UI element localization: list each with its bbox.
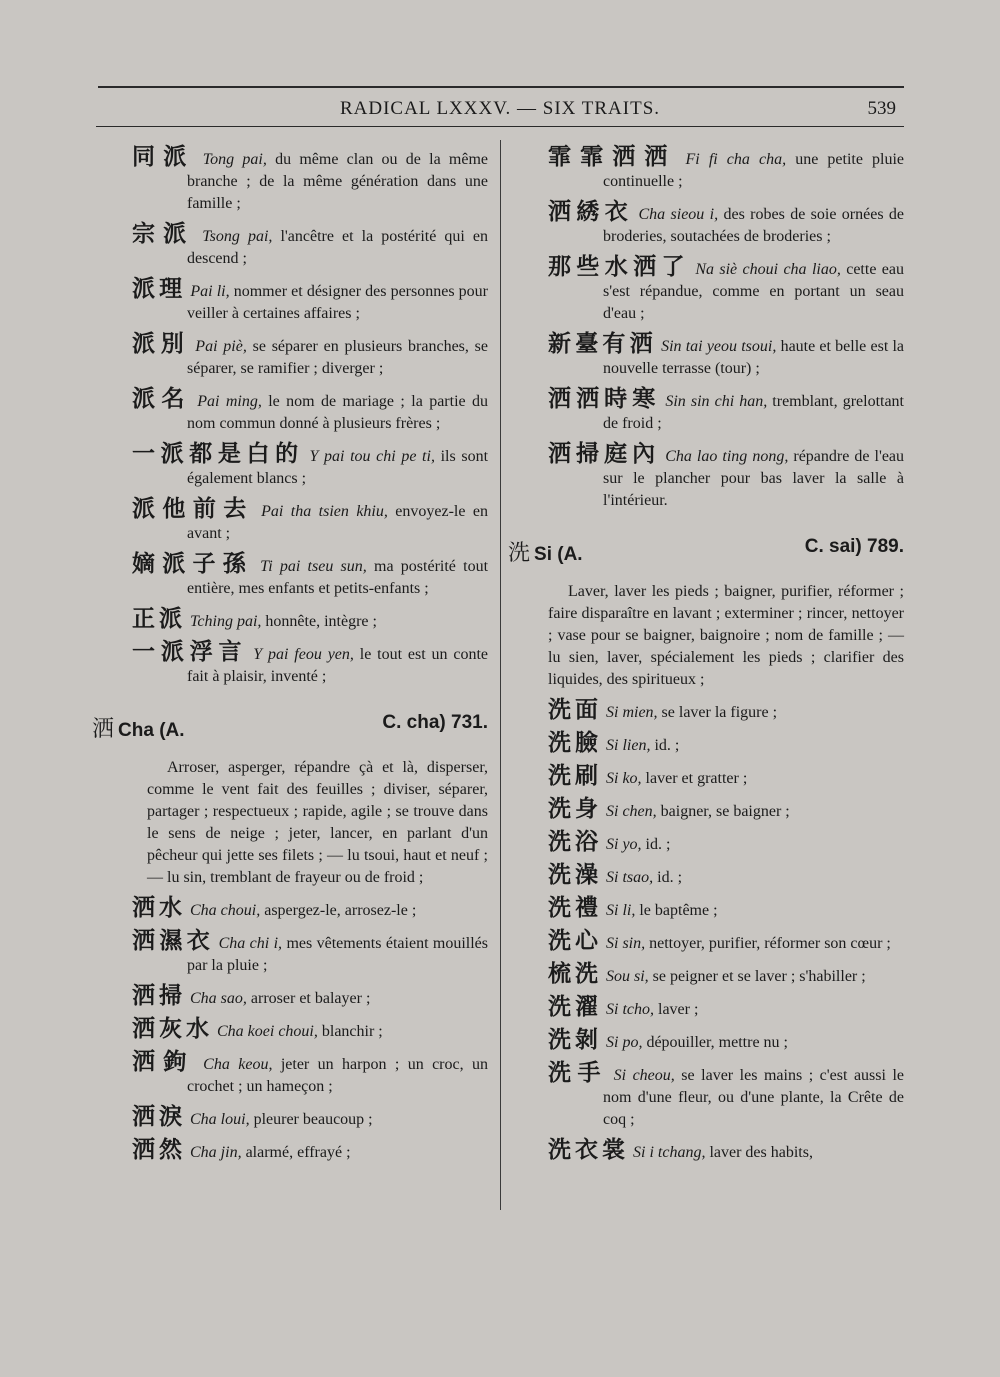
entry-romanization: Na siè choui cha liao,	[695, 261, 841, 278]
dictionary-entry	[132, 146, 488, 215]
entry-romanization: Sou si,	[606, 968, 649, 985]
entry-definition: cette eau s'est répandue, comme en portant un seau d'eau ;	[603, 261, 905, 322]
definition-paragraph: Arroser, asperger, répandre çà et là, disperser, comme le vent fait des feuilles ; diviser, séparer, partager ; respectueux ; rapide, agile ; se trouve dans le sens de neige ; jeter, lancer, en parlant d'un pêcheur qui jette ses filets ; — lu tsoui, haut et neuf ; — lu sin, tremblant de frayeur ou de froid ;	[147, 759, 488, 886]
entry-definition: ils sont également blancs ;	[187, 448, 489, 487]
entry-romanization: Pai li,	[190, 283, 230, 300]
entry-characters: 洗心	[548, 928, 602, 954]
entry-romanization: Pai tha tsien khiu,	[261, 503, 388, 520]
entry-characters: 洗手	[548, 1060, 608, 1086]
dictionary-entry	[548, 930, 904, 955]
entry-definition: alarmé, effrayé ;	[241, 1144, 351, 1161]
entry-romanization: Tsong pai,	[202, 228, 273, 245]
entry-characters: 宗派	[132, 221, 195, 247]
entry-characters: 洒然	[132, 1137, 186, 1163]
dictionary-entry	[548, 1029, 904, 1054]
entry-definition: jeter un harpon ; un croc, un crochet ; un hameçon ;	[187, 1056, 488, 1095]
dictionary-entry	[132, 1018, 488, 1043]
dictionary-entry	[548, 1139, 904, 1164]
entry-romanization: Cha choui,	[190, 902, 261, 919]
entry-definition: laver des habits,	[705, 1144, 813, 1161]
dictionary-entry	[132, 985, 488, 1010]
dictionary-entry	[132, 333, 488, 380]
entry-characters: 嫡派子孫	[132, 551, 253, 577]
head-reading: Cha (A.	[118, 720, 185, 741]
entry-definition: mes vêtements étaient mouillés par la pluie ;	[187, 935, 489, 974]
entry-definition: se séparer en plusieurs branches, se séparer, se ramifier ; diverger ;	[187, 338, 488, 377]
entry-characters: 洒掃	[132, 983, 186, 1009]
head-cantonese: C. sai) 789.	[804, 536, 904, 557]
dictionary-entry	[548, 1062, 904, 1131]
dictionary-entry	[548, 699, 904, 724]
entry-characters: 梳洗	[548, 961, 602, 987]
entry-characters: 派理	[132, 276, 187, 302]
entry-definition: baigner, se baigner ;	[656, 803, 790, 820]
entry-definition: pleurer beaucoup ;	[249, 1111, 373, 1128]
entry-characters: 洒掃庭內	[548, 441, 661, 467]
entry-romanization: Tching pai,	[190, 613, 262, 630]
entry-romanization: Pai ming,	[197, 393, 262, 410]
entry-definition: le nom de mariage ; la partie du nom commun donné à plusieurs frères ;	[187, 393, 489, 432]
dictionary-entry	[548, 765, 904, 790]
entry-definition: se laver les mains ; c'est aussi le nom d'une fleur, ou d'une plante, la Crête de coq ;	[603, 1067, 905, 1128]
entry-romanization: Si chen,	[606, 803, 657, 820]
head-character: 洗	[508, 541, 531, 566]
dictionary-entry	[548, 864, 904, 889]
entry-definition: se peigner et se laver ; s'habiller ;	[648, 968, 866, 985]
entry-characters: 洒綉衣	[548, 199, 634, 225]
head-character: 洒	[92, 717, 115, 742]
column-separator	[500, 140, 501, 1210]
right-entries-bottom	[508, 699, 904, 1164]
entry-definition: nettoyer, purifier, réformer son cœur ;	[645, 935, 891, 952]
entry-romanization: Cha koei choui,	[217, 1023, 318, 1040]
entry-romanization: Si ko,	[606, 770, 642, 787]
header-rule	[96, 126, 904, 127]
entry-romanization: Si mien,	[606, 704, 658, 721]
entry-characters: 那些水洒了	[548, 254, 690, 280]
entry-definition: nommer et désigner des personnes pour veiller à certaines affaires ;	[187, 283, 489, 322]
dictionary-entry	[132, 388, 488, 435]
top-rule	[98, 86, 904, 88]
entry-romanization: Si yo,	[606, 836, 642, 853]
dictionary-entry	[132, 223, 488, 270]
dictionary-entry	[548, 996, 904, 1021]
dictionary-entry	[132, 641, 488, 688]
entry-romanization: Cha loui,	[190, 1111, 250, 1128]
entry-characters: 洒濕衣	[132, 928, 215, 954]
entry-characters: 洒洒時寒	[548, 386, 661, 412]
dictionary-entry	[132, 930, 488, 977]
entry-romanization: Si li,	[606, 902, 636, 919]
entry-romanization: Y pai feou yen,	[253, 646, 354, 663]
head-cantonese: C. cha) 731.	[382, 712, 488, 733]
entry-characters: 洗面	[548, 697, 602, 723]
entry-definition: le tout est un conte fait à plaisir, inventé ;	[187, 646, 489, 685]
entry-definition: le baptême ;	[635, 902, 718, 919]
entry-romanization: Cha sao,	[190, 990, 247, 1007]
entry-characters: 洗澡	[548, 862, 602, 888]
dictionary-entry	[548, 732, 904, 757]
entry-characters: 同派	[132, 144, 195, 170]
dictionary-entry	[132, 1139, 488, 1164]
dictionary-entry	[548, 256, 904, 325]
entry-definition: haute et belle est la nouvelle terrasse (tour) ;	[603, 338, 905, 377]
dictionary-entry	[132, 1051, 488, 1098]
entry-characters: 一派浮言	[132, 639, 248, 665]
dictionary-entry	[132, 897, 488, 922]
entry-romanization: Pai piè,	[195, 338, 247, 355]
entry-head-cha	[92, 712, 488, 743]
entry-characters: 派他前去	[132, 496, 254, 522]
dictionary-entry	[132, 498, 488, 545]
entry-romanization: Fi fi cha cha,	[685, 151, 787, 168]
dictionary-entry	[132, 278, 488, 325]
entry-romanization: Si i tchang,	[633, 1144, 706, 1161]
dictionary-entry	[132, 553, 488, 600]
dictionary-entry	[132, 1106, 488, 1131]
entry-definition: du même clan ou de la même branche ; de la même génération dans une famille ;	[187, 151, 489, 212]
entry-characters: 洗剝	[548, 1027, 602, 1053]
entry-romanization: Si po,	[606, 1034, 643, 1051]
entry-romanization: Cha lao ting nong,	[665, 448, 789, 465]
entry-romanization: Si sin,	[606, 935, 646, 952]
dictionary-entry	[548, 333, 904, 380]
entry-romanization: Si tcho,	[606, 1001, 654, 1018]
entry-definition: l'ancêtre et la postérité qui en descend ;	[187, 228, 489, 267]
entry-definition: ma postérité tout entière, mes enfants et petits-enfants ;	[187, 558, 489, 597]
entry-romanization: Cha sieou i,	[638, 206, 719, 223]
entry-romanization: Ti pai tseu sun,	[260, 558, 367, 575]
entry-characters: 洗衣裳	[548, 1137, 629, 1163]
entry-characters: 洒淚	[132, 1104, 186, 1130]
entry-characters: 洒水	[132, 895, 186, 921]
dictionary-entry	[548, 798, 904, 823]
dictionary-entry	[548, 897, 904, 922]
entry-characters: 洗濯	[548, 994, 602, 1020]
entry-definition: se laver la figure ;	[657, 704, 778, 721]
dictionary-entry	[548, 963, 904, 988]
entry-definition: tremblant, grelottant de froid ;	[603, 393, 904, 432]
entry-romanization: Si lien,	[606, 737, 651, 754]
entry-definition: id. ;	[641, 836, 671, 853]
entry-characters: 洗浴	[548, 829, 602, 855]
entry-romanization: Cha chi i,	[218, 935, 283, 952]
entry-romanization: Tong pai,	[202, 151, 267, 168]
page-number: 539	[867, 98, 896, 119]
entry-romanization: Cha jin,	[190, 1144, 242, 1161]
entry-characters: 洗身	[548, 796, 602, 822]
entry-romanization: Si tsao,	[606, 869, 654, 886]
head-reading: Si (A.	[534, 544, 583, 565]
dictionary-entry	[548, 201, 904, 248]
entry-definition: aspergez-le, arrosez-le ;	[260, 902, 417, 919]
dictionary-entry	[548, 388, 904, 435]
entry-characters: 一派都是白的	[132, 441, 304, 467]
entry-definition: des robes de soie ornées de broderies, soutachées de broderies ;	[603, 206, 905, 245]
entry-romanization: Sin sin chi han,	[665, 393, 768, 410]
entry-definition: laver et gratter ;	[641, 770, 748, 787]
left-entries-top	[92, 146, 488, 688]
entry-definition: une petite pluie continuelle ;	[603, 151, 905, 190]
entry-characters: 派別	[132, 331, 190, 357]
entry-definition: dépouiller, mettre nu ;	[642, 1034, 788, 1051]
dictionary-entry	[548, 831, 904, 856]
right-column	[508, 146, 904, 1172]
entry-characters: 洒灰水	[132, 1016, 213, 1042]
entry-romanization: Y pai tou chi pe ti,	[309, 448, 435, 465]
entry-characters: 洗禮	[548, 895, 602, 921]
entry-definition: arroser et balayer ;	[246, 990, 371, 1007]
entry-definition: envoyez-le en avant ;	[187, 503, 489, 542]
dictionary-entry	[548, 443, 904, 512]
right-entries-top	[508, 146, 904, 512]
entry-characters: 正派	[132, 606, 186, 632]
entry-definition: id. ;	[650, 737, 680, 754]
entry-definition: répandre de l'eau sur le plancher pour bas laver la salle à l'intérieur.	[603, 448, 905, 509]
entry-definition: blanchir ;	[317, 1023, 383, 1040]
entry-characters: 洗臉	[548, 730, 602, 756]
left-entries-bottom	[92, 897, 488, 1164]
entry-characters: 洗刷	[548, 763, 602, 789]
entry-characters: 霏霏洒洒	[548, 144, 677, 170]
entry-romanization: Cha keou,	[203, 1056, 273, 1073]
entry-definition: laver ;	[654, 1001, 699, 1018]
entry-characters: 派名	[132, 386, 191, 412]
running-header: RADICAL LXXXV. — SIX TRAITS.	[339, 98, 661, 119]
entry-characters: 洒鉤	[132, 1049, 195, 1075]
entry-romanization: Sin tai yeou tsoui,	[661, 338, 777, 355]
dictionary-entry	[132, 443, 488, 490]
entry-romanization: Si cheou,	[613, 1067, 675, 1084]
entry-definition: id. ;	[653, 869, 683, 886]
dictionary-entry	[548, 146, 904, 193]
dictionary-entry	[132, 608, 488, 633]
entry-head-si	[508, 536, 904, 567]
definition-paragraph: Laver, laver les pieds ; baigner, purifier, réformer ; faire disparaître en lavant ; exterminer ; rincer, nettoyer ; vase pour se baigner, baignoire ; nom de famille ; — lu sien, laver, spécialement les pieds ; clarifier des liquides, des spiritueux ;	[548, 583, 904, 688]
entry-definition: honnête, intègre ;	[261, 613, 377, 630]
left-column	[92, 146, 488, 1172]
entry-characters: 新臺有洒	[548, 331, 657, 357]
